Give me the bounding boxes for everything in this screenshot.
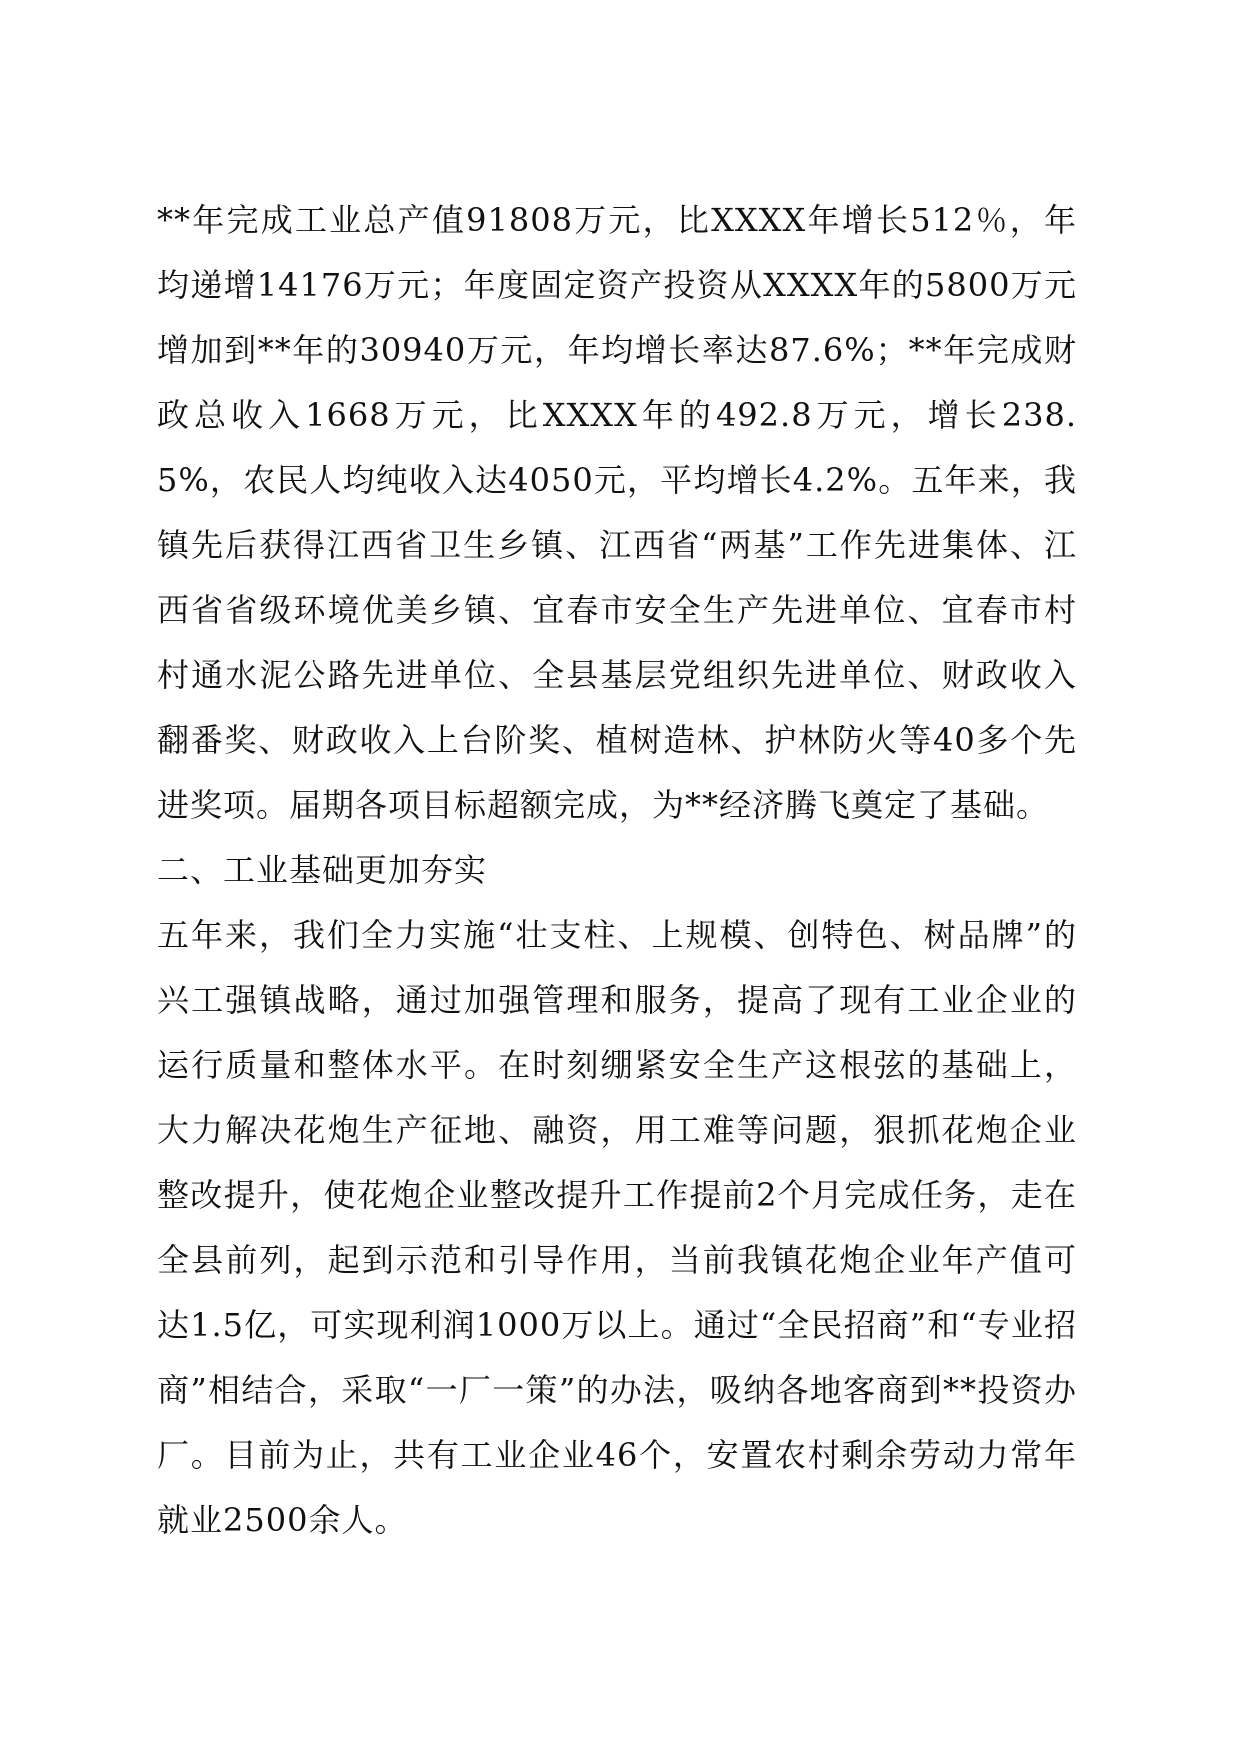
paragraph-industry-details: 五年来，我们全力实施“壮支柱、上规模、创特色、树品牌”的兴工强镇战略，通过加强管理和服务，提高了现有工业企业的运行质量和整体水平。在时刻绷紧安全生产这根弦的基础上，大力解决花炮生产征地、融资，用工难等问题，狠抓花炮企业整改提升，使花炮企业整改提升工作提前2个月完成任务，走在全县前列，起到示范和引导作用，当前我镇花炮企业年产值可达1.5亿，可实现利润1000万以上。通过“全民招商”和“专业招商”相结合，采取“一厂一策”的办法，吸纳各地客商到**投资办厂。目前为止，共有工业企业46个，安置农村剩余劳动力常年就业2500余人。 (157, 916, 1077, 1539)
document-body (157, 188, 1077, 1553)
section-heading-industry: 二、工业基础更加夯实 (157, 851, 488, 889)
paragraph-economic-summary: **年完成工业总产值91808万元，比XXXX年增长512％，年均递增14176万元；年度固定资产投资从XXXX年的5800万元增加到**年的30940万元，年均增长率达87.6%；**年完成财政总收入1668万元，比XXXX年的492.8万元，增长238.5%，农民人均纯收入达4050元，平均增长4.2%。五年来，我镇先后获得江西省卫生乡镇、江西省“两基”工作先进集体、江西省省级环境优美乡镇、宜春市安全生产先进单位、宜春市村村通水泥公路先进单位、全县基层党组织先进单位、财政收入翻番奖、财政收入上台阶奖、植树造林、护林防火等40多个先进奖项。届期各项目标超额完成，为**经济腾飞奠定了基础。 (157, 201, 1077, 824)
